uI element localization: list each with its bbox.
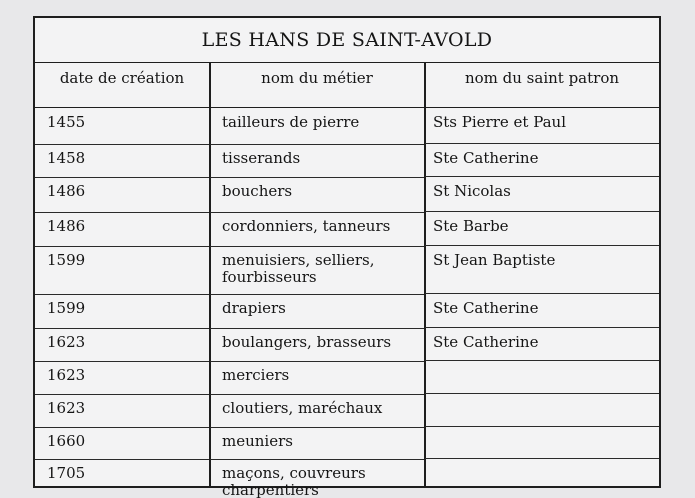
table-row	[35, 212, 659, 246]
cell-date: 1623	[47, 333, 86, 351]
cell-saint: Ste Catherine	[433, 299, 539, 317]
cell-metier: merciers	[222, 366, 290, 384]
cell-saint	[433, 394, 653, 400]
cell-saint: St Jean Baptiste	[433, 251, 556, 269]
cell-date: 1660	[47, 432, 86, 450]
table-row	[35, 177, 659, 212]
cell-date: 1458	[47, 149, 86, 167]
cell-metier: maçons, couvreurs charpentiers	[222, 464, 366, 498]
cell-date: 1599	[47, 299, 86, 317]
cell-date: 1623	[47, 399, 86, 417]
cell-metier: menuisiers, selliers, fourbisseurs	[222, 251, 375, 286]
table-row	[35, 144, 659, 177]
cell-metier: boulangers, brasseurs	[222, 333, 392, 351]
cell-date: 1599	[47, 251, 86, 269]
cell-saint: Sts Pierre et Paul	[433, 113, 567, 131]
cell-saint: St Nicolas	[433, 182, 511, 200]
cell-metier: bouchers	[222, 182, 293, 200]
table-row	[35, 361, 659, 394]
hans-table	[33, 16, 661, 498]
table-row	[35, 246, 659, 294]
table-row	[35, 108, 659, 144]
cell-saint	[433, 427, 653, 433]
cell-metier: cloutiers, maréchaux	[222, 399, 383, 417]
table-row	[35, 427, 659, 459]
cell-metier: drapiers	[222, 299, 286, 317]
cell-saint	[433, 459, 653, 465]
table-title: LES HANS DE SAINT-AVOLD	[35, 18, 659, 63]
cell-date: 1455	[47, 113, 86, 131]
cell-metier: cordonniers, tanneurs	[222, 217, 391, 235]
cell-saint: Ste Catherine	[433, 149, 539, 167]
cell-metier: tisserands	[222, 149, 301, 167]
cell-date: 1486	[47, 217, 86, 235]
cell-metier: tailleurs de pierre	[222, 113, 360, 131]
header-metier: nom du métier	[210, 63, 424, 108]
table-row	[35, 328, 659, 361]
cell-date: 1486	[47, 182, 86, 200]
table-row	[35, 394, 659, 427]
cell-saint: Ste Barbe	[433, 217, 509, 235]
cell-date: 1623	[47, 366, 86, 384]
header-saint: nom du saint patron	[425, 63, 659, 108]
table-row	[35, 294, 659, 328]
cell-metier: meuniers	[222, 432, 293, 450]
cell-saint	[433, 361, 653, 367]
header-date: date de création	[35, 63, 209, 108]
cell-date: 1705	[47, 464, 86, 482]
table-row	[35, 459, 659, 498]
cell-saint: Ste Catherine	[433, 333, 539, 351]
